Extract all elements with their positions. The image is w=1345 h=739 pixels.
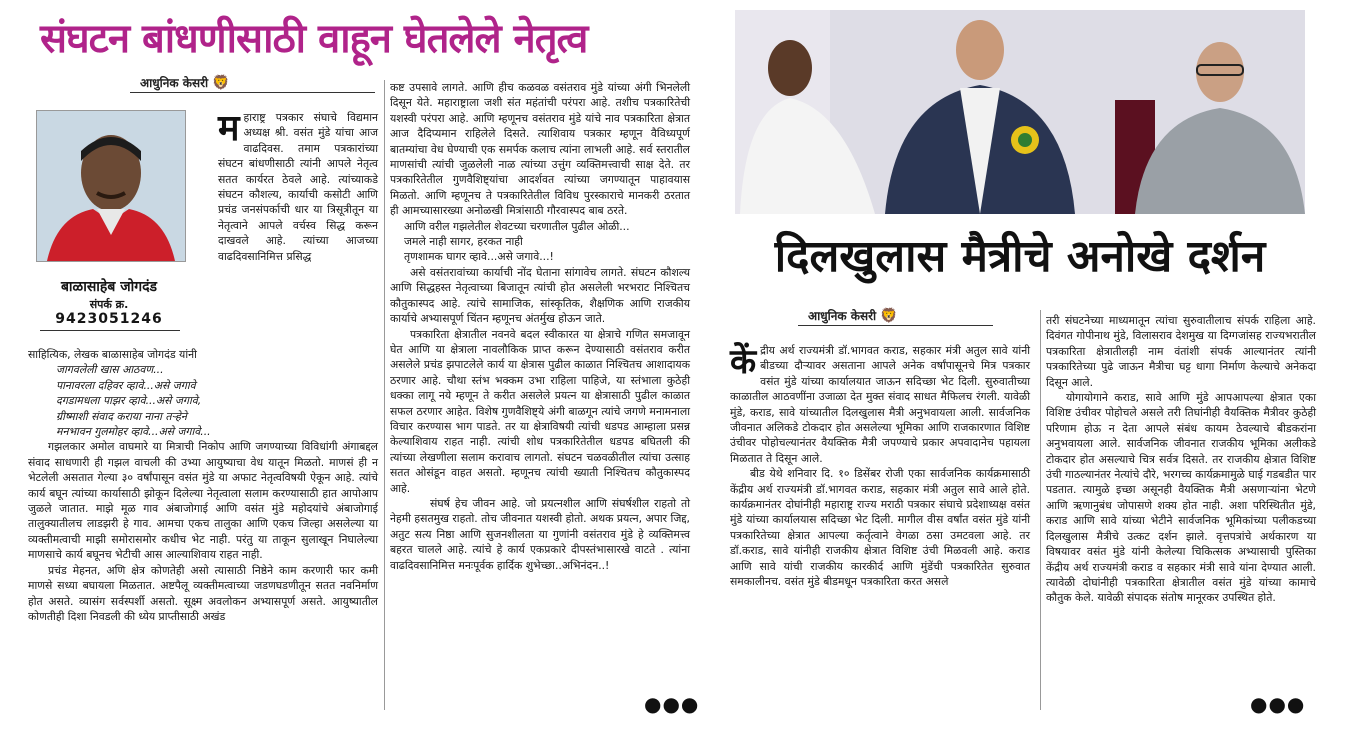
right-col2-body xyxy=(1046,313,1316,606)
left-byline xyxy=(140,74,230,91)
left-dropcap: म xyxy=(218,108,240,149)
left-poem xyxy=(28,362,378,439)
left-end-dots: ●●● xyxy=(644,692,700,716)
poem-line: जागवलेली खास आठवण... xyxy=(56,363,164,377)
poem2-line: आणि वरील गझलेतील शेवटच्या चरणातील पुढील ओळी... xyxy=(404,219,630,233)
poem-line: ग्रीष्माशी संवाद कराया नाना तऱ्हेने xyxy=(56,409,187,423)
lion-logo-icon: 🦁 xyxy=(212,75,230,91)
right-byline-rule xyxy=(798,325,993,326)
left-col1-para3: प्रचंड मेहनत, अणि क्षेत्र कोणतेही असो त्यासाठी निष्ठेने काम करणारी फार कमी माणसे सध्या बघायला मिळतात. अष्टपैलू व्यक्तीमत्वाच्या जडणघडणीतून सतत नवनिर्माण होत असते. व्यासंग सर्वस्पर्शी असतो. सूक्ष्म अवलोकन अभ्यासपूर्ण असते. आयुष्यातील कोणतीही दिशा निवडली की ध्येय प्राप्तीसाठी अखंड xyxy=(28,563,378,623)
left-col2-body xyxy=(390,80,690,573)
right-end-dots: ●●● xyxy=(1250,692,1306,716)
poem-line: मनभावन गुलमोहर व्हावे...असे जगावे... xyxy=(56,425,211,439)
left-headline: संघटन बांधणीसाठी वाहून घेतलेले नेतृत्व xyxy=(40,16,588,62)
left-col2-para2: असे वसंतरावांच्या कार्याची नोंद घेताना सांगावेच लागते. संघटन कौशल्य आणि सिद्धहस्त नेतृत्वाच्या बिजातून त्यांची होत असलेली भरभराट निश्चितच कौतुकास्पद आहे. त्यांचे सामाजिक, सांस्कृतिक, शैक्षणिक आणि राजकीय कार्याचे अभ्यासपूर्ण चिंतन म्हणूनच अंतर्मुख होऊन जाते. xyxy=(390,265,690,326)
poem-line: दगडामधला पाझर व्हावे...असे जगावे, xyxy=(56,394,202,408)
three-men-photo-icon xyxy=(735,10,1305,214)
right-col1-body xyxy=(730,343,1030,590)
right-byline xyxy=(808,307,898,324)
left-poem2 xyxy=(390,219,690,265)
byline-text: आधुनिक केसरी xyxy=(808,309,877,323)
right-dropcap: कें xyxy=(730,342,757,382)
author-portrait-icon xyxy=(37,111,185,261)
author-name: बाळासाहेब जोगदंड xyxy=(60,279,158,295)
right-article-photo xyxy=(735,10,1305,214)
left-intro-text: हाराष्ट्र पत्रकार संघाचे विद्यमान अध्यक्ष श्री. वसंत मुंडे यांचा आज वाढदिवस. तमाम पत्रकारांच्या संघटन बांधणीसाठी त्यांनी आपले नेतृत्व सतत कार्यरत ठेवले आहे. त्यांच्याकडे संघटन कौशल्य, कार्याची कसोटी आणि प्रचंड जनसंपर्काची धार या त्रिसूत्रीतून या नेतृत्वाने आपले वर्चस्व सिद्ध करून दाखवले आहे. त्यांच्या आजच्या वाढदिवसानिमित्त प्रसिद्ध xyxy=(218,111,378,263)
lion-logo-icon: 🦁 xyxy=(880,308,898,324)
left-col1-para2: गझलकार अमोल वाघमारे या मित्राची निकोप आणि जगण्याच्या विविधांगी अंगाबद्दल संवाद साधणारी ही गझल वाचली की उभ्या आयुष्याचा वेध यातून मिळतो. माणसं ही न भेटलेली असतात गेल्या ३० वर्षांपासून वसंत मुंडे या अफाट नेतृत्वविषयी ऐकून आहे. त्यांचे कार्य बघून त्यांच्या कार्यासाठी झोकून दिलेल्या नेतृत्वाला सलाम करण्यासाठी हात आपोआप जुळले जातात. माझे मूळ गाव अंबाजोगाई आणि वसंत मुंडे महोदयांचे अंबाजोगाई तालुक्यातीलच लाडझरी हे गाव. आमचा एकच तालुका आणि एकच जिल्हा असलेल्या या व्यक्तीमत्वाची माझी समोरासमोर कधीच भेट नाही. परंतु या ताकून सुलाखून निघालेल्या माणसाचे कार्य बघूनच भेटीची आस आल्याशिवाय राहत नाही. xyxy=(28,440,378,562)
right-column-separator xyxy=(1040,310,1041,710)
left-col2-para1: कष्ट उपसावे लागते. आणि हीच कळवळ वसंतराव मुंडे यांच्या अंगी भिनलेली दिसून येते. महाराष्ट्राला जशी संत महंतांची परंपरा आहे. तशीच पत्रकारितेची यशस्वी परंपरा आहे. आणि म्हणूनच वसंतराव मुंडे यांचे नाव पत्रकारिता क्षेत्रात आज दैदिप्यमान राहिलेले दिसते. त्याशिवाय पत्रकार म्हणून वैविध्यपूर्ण बातम्यांचा वेध घेण्याची एक समर्पक कलाच त्यांना लाभली आहे. सर्व स्तरातील माणसांची त्यांची जुळलेली नाळ त्यांच्या उत्तुंग व्यक्तिमत्त्वाची साक्ष देते. तर पत्रकारितेतील गुणवैशिष्ट्यांचा आदर्शवत त्यांच्या जगण्यातून पाहावयास मिळतो. आणि म्हणूनच ते पत्रकारितेतील विविध पुरस्काराचे मानकरी ठरतात ही आमच्यासारख्या अनोळखी मित्रांसाठी गौरवास्पद बाब ठरते. xyxy=(390,81,690,218)
left-col1-para1: साहित्यिक, लेखक बाळासाहेब जोगदंड यांनी xyxy=(28,348,197,361)
author-contact-label: संपर्क क्र. xyxy=(89,298,129,311)
right-col1-para1: द्रीय अर्थ राज्यमंत्री डॉ.भागवत कराड, सहकार मंत्री अतुल सावे यांनी बीडच्या दौऱ्यावर असताना आपले अनेक वर्षांपासूनचे मित्र पत्रकार वसंत मुंडे यांच्या कार्यालयात जाऊन सदिच्छा भेट दिली. सुरुवातीच्या काळातील आठवणींना उजाळा देत मुक्त संवाद साधत मैफिलच रंगली. यावेळी मुंडे, कराड, सावे यांच्यातील दिलखुलास मैत्री अनुभवायला आली. सार्वजनिक जीवनात अलिकडे टोकदार होत असलेल्या भूमिका आणि राजकारणात विशिष्ट उंचीवर पोहोचल्यानंतर वैयक्तिक मैत्री जपण्याचे प्रकार अपवादानेच पहायला मिळतात ते दिसून आले. xyxy=(730,344,1030,465)
right-col2-para2: योगायोगाने कराड, सावे आणि मुंडे आपआपल्या क्षेत्रात एका विशिष्ट उंचीवर पोहोचले असले तरी तिघांनीही वैयक्तिक मैत्रीवर कुठेही परिणाम होऊ न देता आपले संबंध कायम ठेवल्याचे बीडकरांना अनुभवायला आले. सार्वजनिक जीवनात राजकीय भूमिका अलीकडे टोकदार होत असल्याचे चित्र सर्वत्र दिसते. तर राजकीय क्षेत्रात विशिष्ट उंची गाठल्यानंतर नेत्यांचे दौरे, भरगच्च कार्यक्रमामुळे घाई गडबडीत पार पडतात. त्यामुळे इच्छा असूनही वैयक्तिक मैत्री असणाऱ्यांना भेटणे आणि ऋणानुबंध जोपासणे शक्य होत नाही. अशा परिस्थितीत मुंडे, कराड आणि सावे यांच्या भेटीने सार्वजनिक भूमिकांच्या पलीकडच्या दिलखुलास मैत्रीचे उत्कट दर्शन झाले. वृत्तपत्रांचे अर्थकारण या विषयावर वसंत मुंडे यांनी केलेल्या चिकित्सक अभ्यासाची पुस्तिका केंद्रीय अर्थ राज्यमंत्री कराड व सहकार मंत्री सावे यांना देण्यात आली. त्यावेळी दोघांनीही पत्रकारिता क्षेत्रातील वसंत मुंडे यांच्या कामाचे कौतुक केले. यावेळी संपादक संतोष मानूरकर उपस्थित होते. xyxy=(1046,391,1316,605)
right-headline: दिलखुलास मैत्रीचे अनोखे दर्शन xyxy=(774,231,1266,282)
poem2-line: तृणशामक घागर व्हावे...असे जगावे...! xyxy=(404,250,554,264)
left-col2-para4: संघर्ष हेच जीवन आहे. जो प्रयत्नशील आणि संघर्षशील राहतो तो नेहमी हसतमुख राहतो. तोच जीवनात यशस्वी होतो. अथक प्रयत्न, अपार जिद्द, अतुट सत्य निष्ठा आणि सुजनशीलता या गुणांनी वसंतराव मुंडे हे व्यक्तिमत्त्व बहरत चालले आहे. त्यांचे हे कार्य एकप्रकारे दीपस्तंभासारखे वाटते . त्यांना वाढदिवसानिमित्त मनःपूर्वक हार्दिक शुभेच्छा..अभिनंदन..! xyxy=(390,496,690,572)
poem2-line: जमले नाही सागर, हरकत नाही xyxy=(404,235,523,249)
byline-text: आधुनिक केसरी xyxy=(140,76,209,90)
author-photo xyxy=(36,110,186,262)
left-intro xyxy=(218,110,378,264)
left-byline-rule xyxy=(130,92,375,93)
left-col2-para3: पत्रकारिता क्षेत्रातील नवनवे बदल स्वीकारत या क्षेत्राचे गणित समजावून घेत आणि या क्षेत्राला नावलौकिक प्राप्त करून देण्यासाठी वसंतराव करीत असलेले प्रचंड झपाटलेले कार्य या क्षेत्रास पुढील काळात निश्चितच आशादायक ठरणार आहे. चौथा स्तंभ भक्कम उभा राहिला पाहिजे, या स्तंभाला कुठेही धक्का लागू नये म्हणून ते करीत असलेले प्रयत्न या क्षेत्रासाठी पुढील काळात सफल ठरणार आहेत. विशेष गुणवैशिष्ट्ये अंगी बाळगून त्यांचे जगणे मनामनाला विचार करण्यास भाग पाडते. तर या क्षेत्राविषयी त्यांची धडपड आम्हाला प्रसन्न केल्याशिवाय राहत नाही. त्यांची शोध पत्रकारितेतील धडपड बघितली की त्यांच्या लेखणीला सलाम करावाच लागतो. संघटन चळवळीतील त्यांचा उत्साह सतत ओसंडून वाहत असतो. म्हणूनच त्यांची ख्याती निश्चितच कौतुकास्पद आहे. xyxy=(390,327,690,495)
author-rule xyxy=(40,330,180,331)
poem-line: पानावरला दहिवर व्हावे...असे जगावे xyxy=(56,378,196,392)
left-col1-body xyxy=(28,347,378,624)
author-phone: 9423051246 xyxy=(55,311,163,327)
right-col1-para2: बीड येथे शनिवार दि. १० डिसेंबर रोजी एका सार्वजनिक कार्यक्रमासाठी केंद्रीय अर्थ राज्यमंत्री डॉ.भागवत कराड, सहकार मंत्री अतुल सावे आले होते. कार्यक्रमानंतर दोघांनीही महाराष्ट्र राज्य मराठी पत्रकार संघाचे प्रदेशाध्यक्ष वसंत मुंडे यांच्या कार्यालयास सदिच्छा भेट दिली. मागील वीस वर्षांत वसंत मुंडे यांनी पत्रकारितेच्या क्षेत्रात आपल्या कर्तृत्वाने वेगळा ठसा उमटवला आहे. तर डॉ.कराड, सावे यांनीही राजकीय क्षेत्रात विशिष्ट उंची मिळवली आहे. कराड आणि सावे यांची राजकीय कारकीर्द आणि मुंडेंची पत्रकारितेत सुरुवात समकालीनच. वसंत मुंडे बीडमधून पत्रकारिता करत असले xyxy=(730,467,1030,589)
left-column-separator xyxy=(384,80,385,710)
right-col2-para1: तरी संघटनेच्या माध्यमातून त्यांचा सुरुवातीलाच संपर्क राहिला आहे. दिवंगत गोपीनाथ मुंडे, विलासराव देशमुख या दिग्गजांसह राज्यभरातील पत्रकारिता क्षेत्रातीलही नाम वंतांशी संपर्क आल्यानंतर त्यांनी पत्रकारितेच्या पुढे जाऊन मैत्रीचा घट्ट धागा निर्माण केल्याचे अनेकदा दिसून आले. xyxy=(1046,314,1316,389)
